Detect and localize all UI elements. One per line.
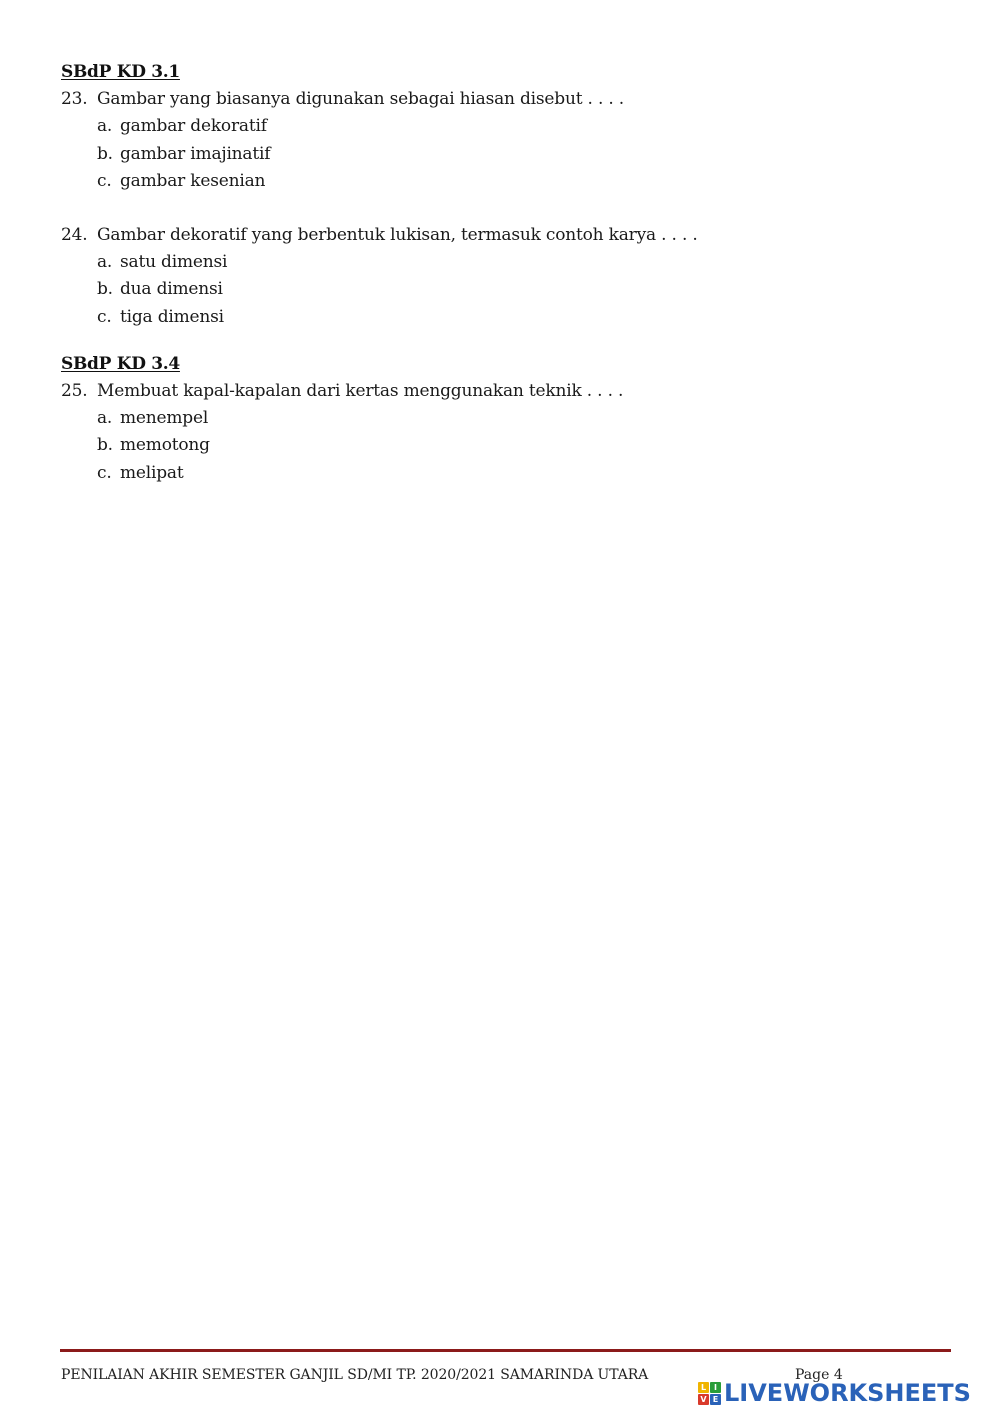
liveworksheets-wordmark: LIVEWORKSHEETS (724, 1379, 971, 1407)
option-text: satu dimensi (120, 252, 228, 272)
question-text: Membuat kapal-kapalan dari kertas menggunakan teknik . . . . (97, 381, 624, 401)
option-25-b (97, 435, 210, 455)
option-text: gambar imajinatif (120, 144, 271, 164)
option-text: dua dimensi (120, 279, 223, 299)
option-letter: c. (97, 171, 112, 191)
option-23-b (97, 144, 270, 164)
option-23-c (97, 171, 265, 191)
footer-page-number: Page 4 (795, 1367, 843, 1383)
option-text: gambar kesenian (120, 171, 266, 191)
option-text: menempel (120, 408, 209, 428)
question-25 (61, 381, 623, 401)
liveworksheets-logo (698, 1378, 971, 1408)
option-letter: b. (97, 144, 113, 164)
option-letter: a. (97, 116, 113, 136)
question-text: Gambar dekoratif yang berbentuk lukisan, termasuk contoh karya . . . . (97, 225, 698, 245)
logo-block: V (698, 1394, 709, 1405)
question-number: 25. (61, 381, 88, 401)
option-25-c (97, 463, 184, 483)
logo-block: I (710, 1382, 721, 1393)
option-23-a (97, 116, 267, 136)
question-number: 23. (61, 89, 88, 109)
option-letter: c. (97, 463, 112, 483)
question-text: Gambar yang biasanya digunakan sebagai hiasan disebut . . . . (97, 89, 624, 109)
footer-title: PENILAIAN AKHIR SEMESTER GANJIL SD/MI TP. 2020/2021 SAMARINDA UTARA (61, 1367, 649, 1383)
liveworksheets-blocks-icon (698, 1382, 721, 1405)
section-heading-kd-3-4: SBdP KD 3.4 (61, 354, 180, 374)
option-24-b (97, 279, 223, 299)
logo-block: E (710, 1394, 721, 1405)
option-text: memotong (120, 435, 210, 455)
section-heading-kd-3-1: SBdP KD 3.1 (61, 62, 180, 82)
option-25-a (97, 408, 208, 428)
option-text: gambar dekoratif (120, 116, 267, 136)
option-letter: a. (97, 408, 113, 428)
option-text: tiga dimensi (120, 307, 224, 327)
option-24-a (97, 252, 227, 272)
question-24 (61, 225, 698, 245)
option-text: melipat (120, 463, 184, 483)
option-letter: b. (97, 435, 113, 455)
footer-divider (60, 1349, 951, 1352)
logo-block: L (698, 1382, 709, 1393)
question-number: 24. (61, 225, 88, 245)
option-letter: c. (97, 307, 112, 327)
question-23 (61, 89, 624, 109)
option-letter: a. (97, 252, 113, 272)
option-letter: b. (97, 279, 113, 299)
option-24-c (97, 307, 224, 327)
